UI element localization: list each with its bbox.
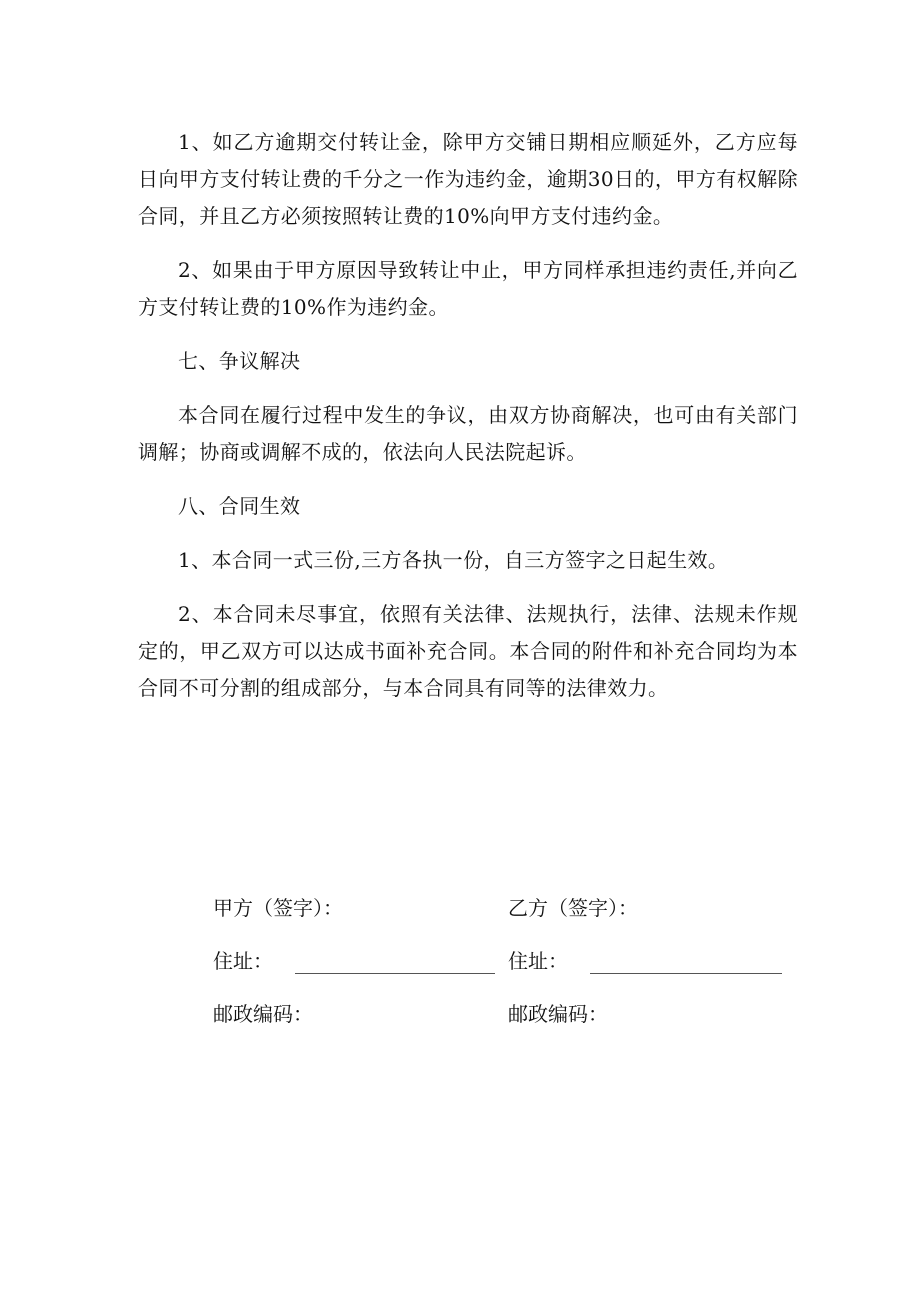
party-b-postcode-label: 邮政编码：	[508, 1002, 608, 1026]
party-b-signature-label: 乙方（签字）：	[508, 896, 638, 920]
party-a-address-label: 住址：	[213, 949, 273, 973]
signature-row	[213, 892, 813, 945]
clause-late-payment: 1、如乙方逾期交付转让金，除甲方交铺日期相应顺延外，乙方应每日向甲方支付转让费的千分之一作为违约金，逾期30日的，甲方有权解除合同，并且乙方必须按照转让费的10%向甲方支付违约金。	[138, 130, 798, 228]
section-heading-dispute: 七、争议解决	[178, 349, 301, 373]
clause-supplementary: 2、本合同未尽事宜，依照有关法律、法规执行，法律、法规未作规定的，甲乙双方可以达成书面补充合同。本合同的附件和补充合同均为本合同不可分割的组成部分，与本合同具有同等的法律效力。	[138, 602, 798, 700]
party-b-address	[508, 945, 782, 974]
postcode-row	[213, 998, 813, 1051]
party-b-address-label: 住址：	[508, 949, 568, 973]
party-a-address	[213, 945, 495, 974]
clause-copies: 1、本合同一式三份,三方各执一份，自三方签字之日起生效。	[178, 548, 729, 572]
party-b-address-line[interactable]	[590, 953, 782, 974]
clause-dispute-resolution: 本合同在履行过程中发生的争议，由双方协商解决，也可由有关部门调解；协商或调解不成的，依法向人民法院起诉。	[138, 403, 798, 464]
clause-party-a-breach: 2、如果由于甲方原因导致转让中止，甲方同样承担违约责任,并向乙方支付转让费的10%作为违约金。	[138, 258, 798, 319]
signature-block	[213, 892, 813, 1051]
address-row	[213, 945, 813, 998]
party-a-signature-label: 甲方（签字）：	[213, 896, 343, 920]
contract-body	[138, 124, 798, 724]
party-a-postcode-label: 邮政编码：	[213, 1002, 313, 1026]
party-a-address-line[interactable]	[295, 953, 495, 974]
section-heading-effectiveness: 八、合同生效	[178, 494, 301, 518]
